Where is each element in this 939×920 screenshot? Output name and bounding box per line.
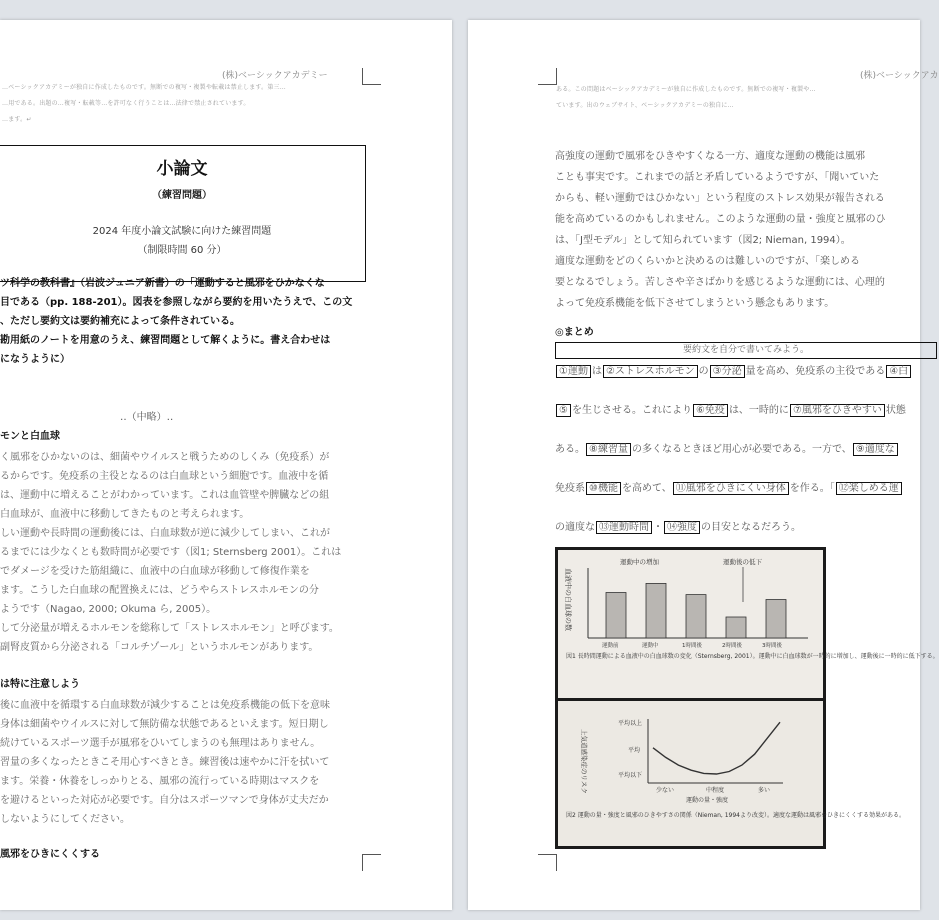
essay-subtitle: （練習問題） [152,190,212,201]
summary-heading: ◎まとめ [555,327,594,338]
fig1-bar [766,600,786,639]
instruction-line: 目である（pp. 188-201）。図表を参照しながら要約を用いたうえで、この文 [0,297,353,308]
answer-box[interactable]: ⑦風邪をひきやすい [790,404,885,417]
text-line: 続けているスポーツ選手が風邪をひいてしまうのも無理はありません。 [0,738,321,749]
text-line: 能を高めているのかもしれません。このような運動の量・強度と風邪のひ [555,214,886,225]
text-line: しないようにしてください。 [0,814,130,825]
instruction-line: 勘用紙のノートを用意のうえ、練習問題として解くように。書え合わせは [0,335,331,346]
tiny-line-1: …ベーシックアカデミーが独自に作成したものです。無断での複写・複製や転載は禁止します。第三… [2,84,286,91]
tiny-line-1: ある。この問題はベーシックアカデミーが独自に作成したものです。無断での複写・複製や… [556,86,816,93]
text-line: 身体は細菌やウイルスに対して無防備な状態であるといえます。短日期し [0,719,329,730]
text-line: よって免疫系機能を低下させてしまうという懸念もあります。 [555,298,835,309]
summary-row: ⑤ を生じさせる。これにより ⑥免疫 は、一時的に ⑦風邪をひきやすい 状態 [555,401,906,416]
tiny-line-2: …用である。出題の…複写・転載等…を許可なく行うことは…法律で禁止されています。 [2,100,250,107]
fig2-y-tick: 平均以下 [618,772,643,779]
fig2-caption: 図2 運動の量・強度と風邪のひきやすさの関係（Nieman, 1994より改変）。適度な運動は風邪をひきにくくする効果がある。 [566,812,905,819]
fig1-bar [646,583,666,638]
answer-box[interactable]: ⑨適度な [853,443,898,456]
section-heading: は特に注意しよう [0,679,80,690]
summary-prompt-box: 要約文を自分で書いてみよう。 [555,342,937,359]
summary-row: ①運動 は ②ストレスホルモン の ③分泌 量を高め、免疫系の主役である ④白 [555,362,912,377]
answer-box[interactable]: ⑥免疫 [693,404,728,417]
text-line: るからです。免疫系の主役となるのは白血球という細胞です。血液中を循 [0,471,329,482]
fig1-annotation-left: 運動中の増加 [620,558,659,566]
text-line: を避けるといった対応が必要です。自分はスポーツマンで身体が丈夫だか [0,795,329,806]
fig1-category-label: 1時間後 [682,643,702,649]
text-line: るまでには少なくとも数時間が必要です（図1; Sternsberg 2001）。これは [0,547,342,558]
fig2-y-tick: 平均 [628,747,641,754]
summary-row: ある。 ⑧練習量 の多くなるときほど用心が必要である。一方で、 ⑨適度な [555,440,899,455]
text-line: は、運動中に増えることがわかっています。これは血管壁や脾臓などの組 [0,490,330,501]
document-page-right [468,20,939,910]
fig1-category-label: 2時間後 [722,643,742,649]
text-line: からも、軽い運動ではひかない」という程度のストレス効果が報告される [555,193,885,204]
summary-row: の適度な ⑬運動時間 ・ ⑭強度 の目安となるだろう。 [555,522,801,533]
figure-1-photo [555,547,939,701]
section1-paragraph [0,448,341,657]
text-line: く風邪をひかないのは、細菌やウイルスと戦うためのしくみ（免疫系）が [0,452,330,463]
time-limit: （制限時間 60 分） [137,245,227,256]
fig2-x-label: 運動の量・強度 [686,797,729,804]
figure-2-chart [558,701,905,846]
text-line: 副腎皮質から分泌される「コルチゾール」というホルモンがあります。 [0,642,319,653]
fig1-category-label: 運動中 [642,643,659,649]
answer-box[interactable]: ⑫楽しめる運 [836,482,902,495]
crop-mark-top-right [362,68,381,85]
text-line: 高強度の運動で風邪をひきやすくなる一方、適度な運動の機能は風邪 [555,151,865,162]
text-line: 要となるでしょう。苦しさや辛さばかりを感じるような運動には、心理的 [555,277,885,288]
text-line: ことも事実です。これまでの話と矛盾しているようですが、「聞いていた [555,172,880,183]
text-line: 習量の多くなったときこそ用心すべきとき。練習後は速やかに汗を拭いて [0,757,330,768]
fig2-x-tick: 中程度 [706,787,725,794]
answer-box[interactable]: ③分泌 [710,365,745,378]
document-page-left [0,20,452,910]
text-line: ます。こうした白血球の配置換えには、どうやらストレスホルモンの分 [0,585,319,596]
page-header: (株)ベーシックアカ [860,71,939,81]
figure-1-chart [558,550,939,698]
answer-box[interactable]: ⑩機能 [586,482,621,495]
section2-paragraph [0,696,330,829]
answer-box[interactable]: ②ストレスホルモン [603,365,698,378]
section-heading: モンと白血球 [0,431,60,442]
text-line: しい運動や長時間の運動後には、白血球数が逆に減少してしまい、これが [0,528,330,539]
text-line: 適度な運動をどのくらいかと決めるのは難しいのですが、「楽しめる [555,256,860,267]
fig2-y-tick: 平均以上 [618,720,643,727]
answer-box[interactable]: ⑭強度 [664,521,700,534]
essay-title: 小論文 [156,159,208,179]
crop-mark-top-left [538,68,557,85]
answer-box[interactable]: ④白 [886,365,911,378]
crop-mark-bottom-right [362,854,381,871]
page-header: (株)ベーシックアカデミー [222,71,328,81]
instruction-line: ツ科学の教科書』（岩波ジュニア新書）の「運動すると風邪をひかなくな [0,278,325,289]
exam-label: 2024 年度小論文試験に向けた練習問題 [92,226,272,237]
fig1-bar [686,595,706,638]
summary-row: 免疫系 ⑩機能 を高めて、 ⑪風邪をひきにくい身体 を作る。「 ⑫楽しめる運 [555,479,903,494]
section-heading: 風邪をひきにくくする [0,849,100,860]
text-line: でダメージを受けた筋組織に、血液中の白血球が移動して修復作業を [0,566,310,577]
title-box [0,145,366,282]
body-paragraph [555,146,886,314]
fig2-x-tick: 多い [758,787,771,794]
text-line: して分泌量が増えるホルモンを総称して「ストレスホルモン」と呼びます。 [0,623,339,634]
fig2-curve [653,722,780,774]
answer-box[interactable]: ⑪風邪をひきにくい身体 [673,482,789,495]
text-line: 白血球が、血液中に移動してきたものと考えられます。 [0,509,250,520]
fig2-y-label: 上気道感染症のリスク [580,729,588,794]
fig1-annotation-right: 運動後の低下 [723,558,762,566]
fig1-y-label: 血液中の白血球の数 [564,568,572,631]
fig1-category-label: 運動前 [602,643,619,649]
text-line: は、「J型モデル」として知られています（図2; Nieman, 1994）。 [555,235,851,246]
text-line: 後に血液中を循環する白血球数が減少することは免疫系機能の低下を意味 [0,700,330,711]
instruction-line: 、ただし要約文は要約補充によって条件されている。 [0,316,240,327]
answer-box[interactable]: ⑬運動時間 [596,521,652,534]
instruction-line: になうように） [0,354,70,365]
answer-box[interactable]: ①運動 [556,365,591,378]
figure-2-photo [555,698,905,849]
answer-box[interactable]: ⑧練習量 [586,443,631,456]
answer-box[interactable]: ⑤ [556,404,571,417]
tiny-line-2: ています。出のウェブサイト、ベーシックアカデミーの独自に… [556,102,734,109]
fig2-x-tick: 少ない [656,787,675,794]
fig1-bar [726,617,746,638]
fig1-category-label: 3時間後 [762,643,782,649]
text-line: ようです（Nagao, 2000; Okuma ら, 2005）。 [0,604,217,615]
omission-mark: ‥（中略）‥ [120,412,174,423]
text-line: ます。栄養・休養をしっかりとる、風邪の流行っている時期はマスクを [0,776,320,787]
fig1-caption: 図1 長時間運動による血液中の白血球数の変化（Sternsberg, 2001）。運動中に白血球数が一時的に増加し、運動後に一時的に低下する。 [566,653,939,660]
instructions [0,274,352,369]
fig1-bar [606,593,626,639]
crop-mark-bottom-left [538,854,557,871]
tiny-line-3: …ます。↵ [2,116,32,123]
